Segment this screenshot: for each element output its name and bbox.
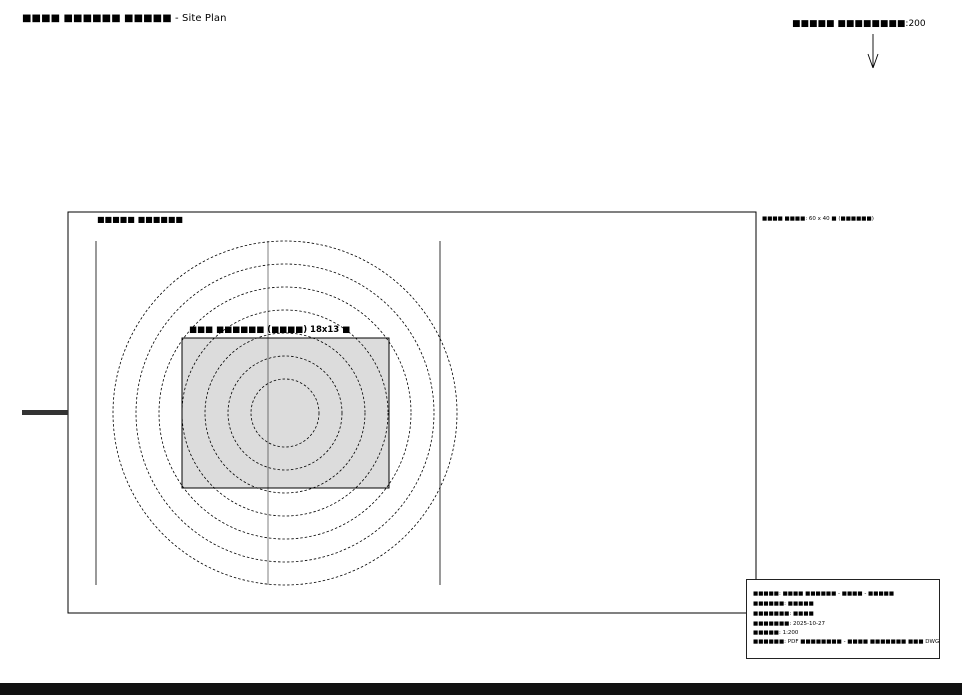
site-boundary xyxy=(68,212,756,613)
titleblock-project: ■■■■■: ■■■■ ■■■■■■ - ■■■■ - ■■■■■ xyxy=(753,591,895,597)
page-title: ■■■■ ■■■■■■ ■■■■■ - Site Plan xyxy=(22,13,227,24)
site-dimensions-note: ■■■■ ■■■■: 60 x 40 ■ (■■■■■■) xyxy=(762,216,874,222)
titleblock-checked-by: ■■■■■■■: ■■■■ xyxy=(753,611,814,617)
titleblock-drawn-by: ■■■■■■: ■■■■■ xyxy=(753,601,814,607)
scale-label: ■■■■■ ■■■■■■■■:200 xyxy=(792,19,926,29)
titleblock-scale: ■■■■■: 1:200 xyxy=(753,630,799,636)
site-region-label: ■■■■■ ■■■■■■ xyxy=(97,215,183,224)
north-arrow-icon xyxy=(868,34,878,68)
title-block xyxy=(746,579,940,659)
building-label: ■■■ ■■■■■■ (■■■■) 18x13 ■ xyxy=(189,325,351,335)
building-footprint xyxy=(182,338,389,488)
titleblock-date: ■■■■■■■: 2025-10-27 xyxy=(753,621,825,627)
access-road xyxy=(22,410,68,415)
titleblock-format: ■■■■■■: PDF ■■■■■■■■ - ■■■■ ■■■■■■■ ■■■ DWG xyxy=(753,639,940,645)
bottom-bar xyxy=(0,683,962,695)
